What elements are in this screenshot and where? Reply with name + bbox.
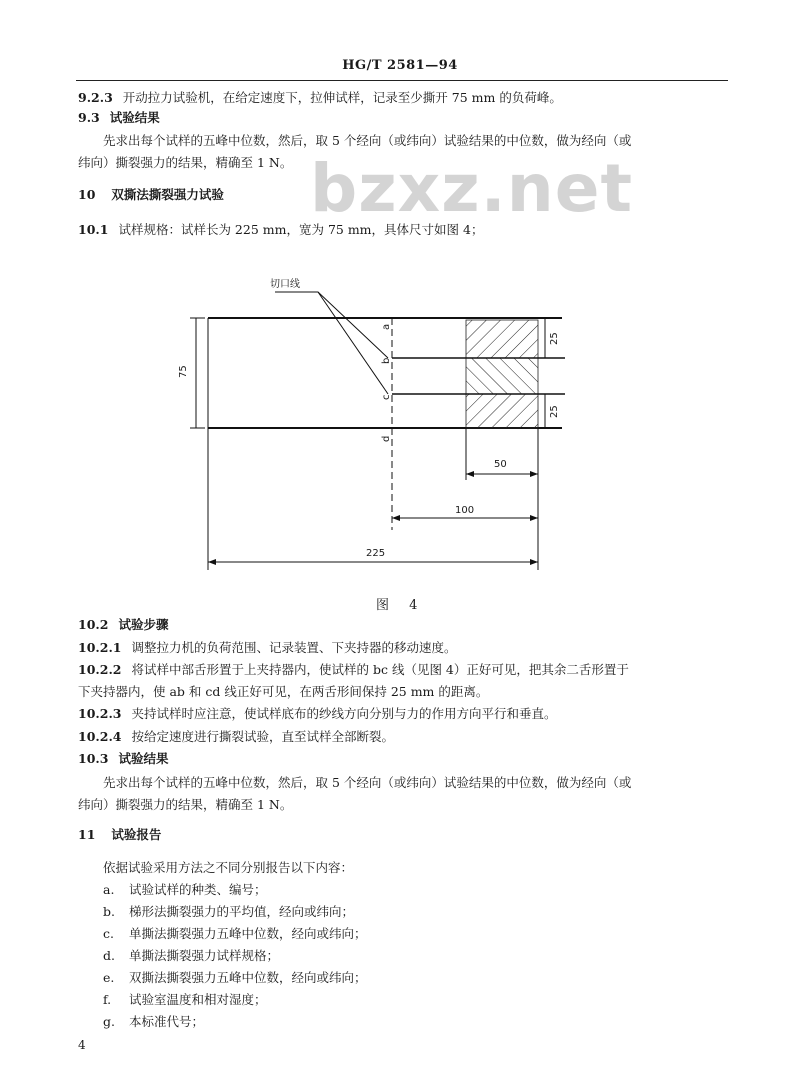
point-a-label: a bbox=[381, 323, 392, 330]
clause-title: 试验结果 bbox=[118, 751, 169, 766]
point-c-label: c bbox=[381, 394, 392, 400]
list-letter: e. bbox=[103, 970, 115, 985]
leader-to-b bbox=[275, 292, 388, 358]
leader-to-c bbox=[318, 292, 388, 394]
list-item bbox=[103, 904, 354, 920]
clause-10-2-1 bbox=[78, 640, 457, 656]
clause-10-1 bbox=[78, 222, 483, 238]
list-letter: f. bbox=[103, 992, 112, 1007]
document-header: HG/T 2581—94 bbox=[342, 58, 458, 73]
list-letter: a. bbox=[103, 882, 115, 897]
clause-10-2 bbox=[78, 617, 168, 633]
clause-10-3 bbox=[78, 751, 168, 767]
list-text: 梯形法撕裂强力的平均值，经向或纬向； bbox=[129, 904, 355, 919]
watermark: bzxz.net bbox=[310, 150, 634, 227]
section-10 bbox=[78, 187, 224, 203]
clause-number: 10.2.3 bbox=[78, 706, 122, 721]
list-text: 试验室温度和相对湿度； bbox=[129, 992, 267, 1007]
clause-10-2-2 bbox=[78, 662, 629, 678]
clause-text: 按给定速度进行撕裂试验，直至试样全部断裂。 bbox=[131, 729, 395, 744]
clause-text: 夹持试样时应注意，使试样底布的纱线方向分别与力的作用方向平行和垂直。 bbox=[131, 706, 557, 721]
clause-text: 开动拉力试验机，在给定速度下，拉伸试样，记录至少撕开 75 mm 的负荷峰。 bbox=[122, 90, 562, 105]
section-11 bbox=[78, 827, 161, 843]
dimension-75: 75 bbox=[178, 365, 189, 378]
list-text: 本标准代号； bbox=[129, 1014, 205, 1029]
hatched-region-bottom bbox=[466, 394, 538, 428]
list-item bbox=[103, 992, 267, 1008]
page-number: 4 bbox=[78, 1038, 86, 1052]
clause-number: 9.2.3 bbox=[78, 90, 113, 105]
list-item bbox=[103, 970, 367, 986]
hatched-region-middle bbox=[466, 358, 538, 394]
point-b-label: b bbox=[381, 357, 392, 364]
clause-title: 试验步骤 bbox=[118, 617, 169, 632]
clause-title: 试验结果 bbox=[109, 110, 160, 125]
list-letter: b. bbox=[103, 904, 115, 919]
paragraph-line: 先求出每个试样的五峰中位数，然后，取 5 个经向（或纬向）试验结果的中位数，做为经向（或 bbox=[103, 775, 632, 790]
paragraph-line: 纬向）撕裂强力的结果，精确至 1 N。 bbox=[78, 155, 293, 170]
list-letter: d. bbox=[103, 948, 115, 963]
clause-9-3 bbox=[78, 110, 160, 126]
clause-number: 10.1 bbox=[78, 222, 109, 237]
clause-10-2-3 bbox=[78, 706, 557, 722]
list-item bbox=[103, 926, 367, 942]
clause-text: 试样规格：试样长为 225 mm，宽为 75 mm，具体尺寸如图 4； bbox=[118, 222, 484, 237]
list-letter: g. bbox=[103, 1014, 115, 1029]
dimension-25-top: 25 bbox=[549, 332, 560, 345]
list-item bbox=[103, 948, 279, 964]
list-item bbox=[103, 1014, 204, 1030]
dimension-225: 225 bbox=[366, 548, 386, 559]
clause-number: 10.2 bbox=[78, 617, 109, 632]
hatched-region-top bbox=[466, 320, 538, 358]
clause-number: 10.3 bbox=[78, 751, 109, 766]
section-number: 10 bbox=[78, 187, 96, 202]
clause-9-2-3 bbox=[78, 90, 562, 106]
cut-line-label: 切口线 bbox=[270, 279, 300, 290]
paragraph-line: 先求出每个试样的五峰中位数，然后，取 5 个经向（或纬向）试验结果的中位数，做为经向（或 bbox=[103, 133, 632, 148]
clause-number: 10.2.4 bbox=[78, 729, 122, 744]
clause-text: 将试样中部舌形置于上夹持器内，使试样的 bc 线（见图 4）正好可见，把其余二舌形置于 bbox=[131, 662, 629, 677]
dimension-25-bottom: 25 bbox=[549, 405, 560, 418]
point-d-label: d bbox=[381, 435, 392, 442]
clause-number: 9.3 bbox=[78, 110, 100, 125]
report-intro: 依据试验采用方法之不同分别报告以下内容： bbox=[103, 860, 354, 875]
dimension-100: 100 bbox=[455, 505, 475, 516]
figure-caption: 图 4 bbox=[376, 598, 426, 613]
list-text: 试验试样的种类、编号； bbox=[129, 882, 267, 897]
list-text: 单撕法撕裂强力试样规格； bbox=[129, 948, 280, 963]
header-rule bbox=[76, 80, 728, 81]
clause-10-2-4 bbox=[78, 729, 394, 745]
section-title: 试验报告 bbox=[111, 827, 162, 842]
clause-text: 调整拉力机的负荷范围、记录装置、下夹持器的移动速度。 bbox=[131, 640, 457, 655]
paragraph-line: 下夹持器内，使 ab 和 cd 线正好可见，在两舌形间保持 25 mm 的距离。 bbox=[78, 684, 489, 699]
section-number: 11 bbox=[78, 827, 96, 842]
list-letter: c. bbox=[103, 926, 114, 941]
paragraph-line: 纬向）撕裂强力的结果，精确至 1 N。 bbox=[78, 797, 293, 812]
clause-number: 10.2.2 bbox=[78, 662, 122, 677]
clause-number: 10.2.1 bbox=[78, 640, 122, 655]
dimension-50: 50 bbox=[494, 459, 507, 470]
list-item bbox=[103, 882, 267, 898]
figure-4-diagram bbox=[0, 255, 800, 615]
section-title: 双撕法撕裂强力试验 bbox=[111, 187, 224, 202]
list-text: 单撕法撕裂强力五峰中位数，经向或纬向； bbox=[129, 926, 367, 941]
list-text: 双撕法撕裂强力五峰中位数，经向或纬向； bbox=[129, 970, 367, 985]
